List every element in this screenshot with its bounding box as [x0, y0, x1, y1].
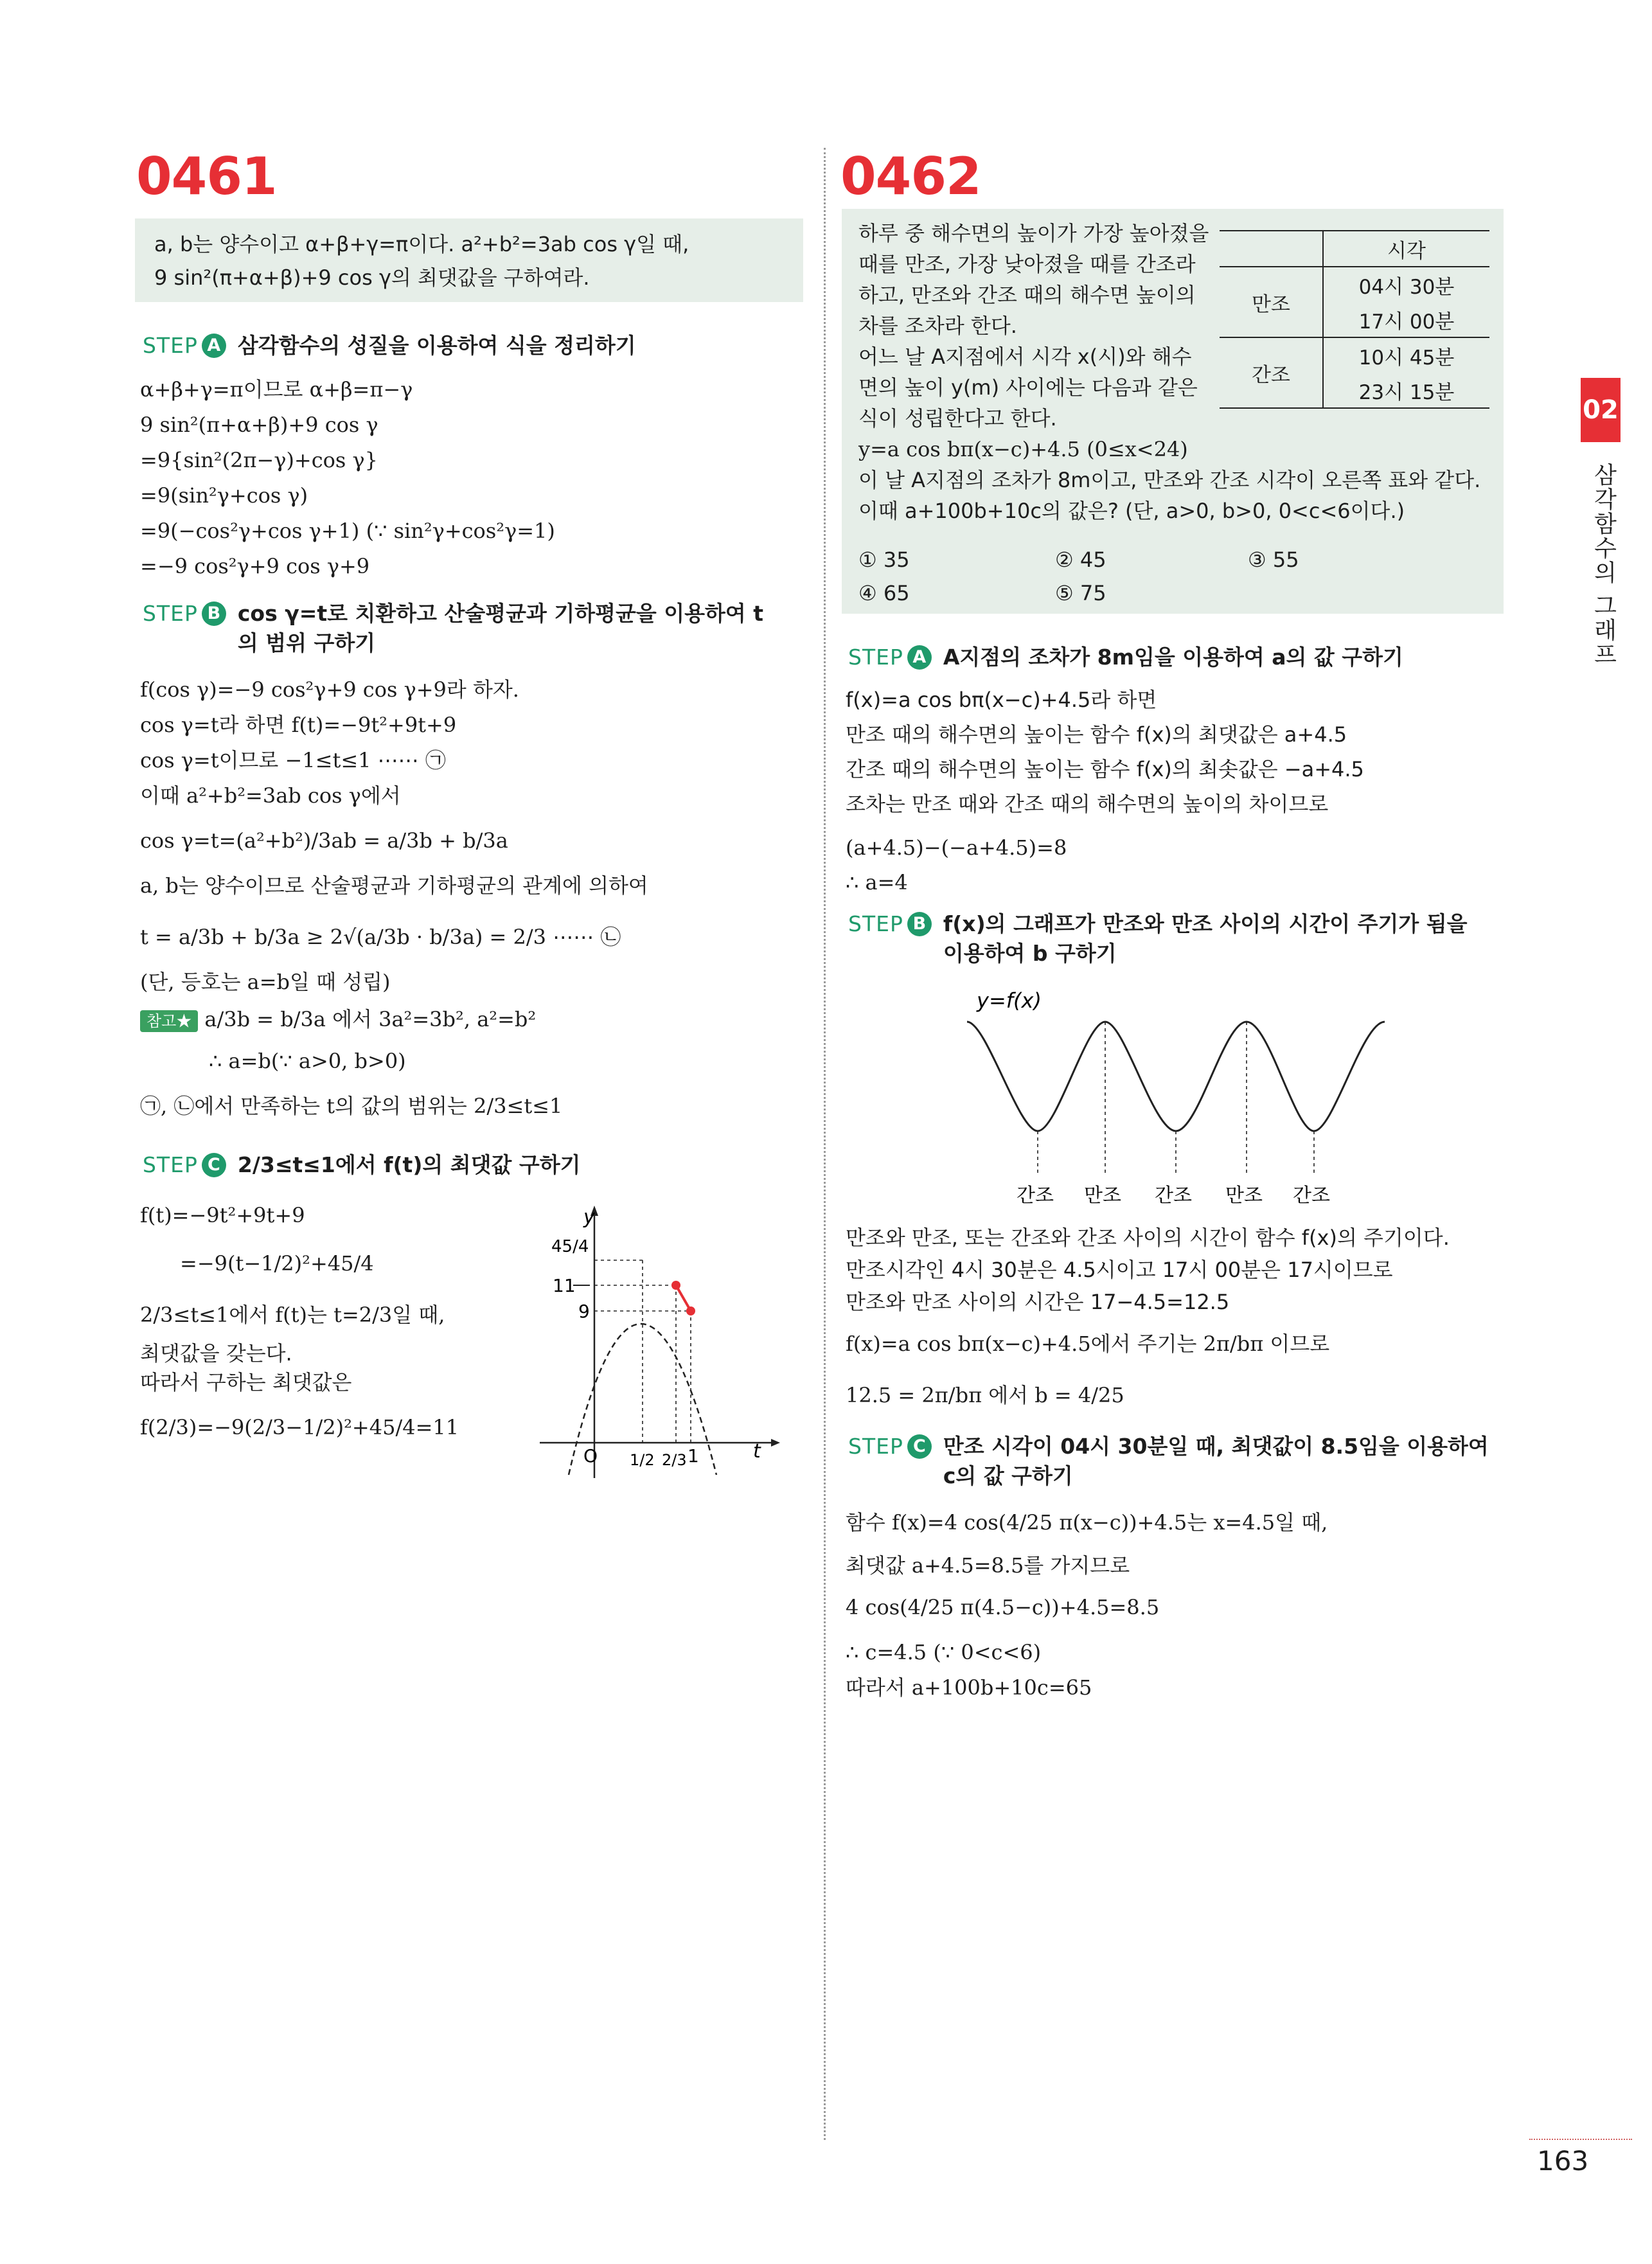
problem-number-0461: 0461: [136, 147, 277, 206]
problem-text-line: 면의 높이 y(m) 사이에는 다음과 같은: [858, 375, 1198, 400]
end-point: [686, 1306, 695, 1315]
solution-line: =9(−cos²γ+cos γ+1) (∵ sin²γ+cos²γ=1): [140, 519, 555, 543]
solution-line: 최댓값을 갖는다.: [140, 1341, 292, 1366]
step-letter-badge: C: [202, 1153, 226, 1177]
solution-line: f(2/3)=−9(2/3−1/2)²+45/4=11: [140, 1415, 459, 1440]
step-title: 만조 시각이 04시 30분일 때, 최댓값이 8.5임을 이용하여 c의 값 구하기: [943, 1434, 1489, 1488]
x-tick-one: 1: [688, 1445, 699, 1466]
step-b-heading: [143, 599, 785, 658]
step-label: STEP: [143, 1152, 198, 1177]
problem-text-line: 차를 조차라 한다.: [858, 314, 1017, 338]
problem-text-line: 9 sin²(π+α+β)+9 cos γ의 최댓값을 구하여라.: [154, 265, 590, 290]
solution-line: 조차는 만조 때와 간조 때의 해수면의 높이의 차이므로: [846, 792, 1329, 816]
choice-1[interactable]: ① 35: [858, 548, 910, 572]
solution-line: t = a/3b + b/3a ≥ 2√(a/3b · b/3a) = 2/3 ⋯⋯ ㉡: [140, 925, 621, 949]
solution-line: 최댓값 a+4.5=8.5를 가지므로: [846, 1553, 1130, 1578]
solution-line: ∴ c=4.5 (∵ 0<c<6): [846, 1640, 1042, 1664]
step-title: 삼각함수의 성질을 이용하여 식을 정리하기: [237, 333, 636, 358]
wave-function-label: y=f(x): [977, 988, 1042, 1013]
chapter-label: 삼각함수의 그래프: [1590, 463, 1617, 667]
tide-wave-graph: [957, 983, 1407, 1215]
choice-4[interactable]: ④ 65: [858, 581, 910, 605]
y-tick-45-4: 45/4: [551, 1237, 589, 1256]
solution-line: 따라서 구하는 최댓값은: [140, 1370, 352, 1395]
step-letter-badge: A: [202, 334, 226, 358]
problem-text-line: 때를 만조, 가장 낮아졌을 때를 간조라: [858, 252, 1196, 276]
step-label: STEP: [848, 911, 903, 936]
step-c-heading: [848, 1432, 1497, 1491]
step-label: STEP: [143, 333, 198, 358]
step-title: 2/3≤t≤1에서 f(t)의 최댓값 구하기: [237, 1152, 581, 1177]
solution-line: 간조 때의 해수면의 높이는 함수 f(x)의 최솟값은 −a+4.5: [846, 757, 1364, 781]
wave-mark: 만조: [1084, 1184, 1121, 1207]
tide-time-table: [1220, 230, 1489, 409]
solution-line: 함수 f(x)=4 cos(4/25 π(x−c))+4.5는 x=4.5일 때,: [846, 1510, 1328, 1535]
note-line: ∴ a=b(∵ a>0, b>0): [209, 1049, 406, 1073]
problem-statement-0461: [135, 218, 803, 302]
problem-text-line: 이때 a+100b+10c의 값은? (단, a>0, b>0, 0<c<6이다.): [858, 499, 1405, 523]
solution-line: 따라서 a+100b+10c=65: [846, 1675, 1092, 1700]
step-title: f(x)의 그래프가 만조와 만조 사이의 시간이 주기가 됨을 이용하여 b 구하기: [943, 911, 1468, 966]
problem-text-line: 하루 중 해수면의 높이가 가장 높아졌을: [858, 221, 1209, 245]
solution-line: =−9 cos²γ+9 cos γ+9: [140, 554, 370, 578]
page-number: 163: [1537, 2145, 1589, 2177]
solution-line: cos γ=t라 하면 f(t)=−9t²+9t+9: [140, 713, 457, 737]
table-row-label-low: 간조: [1220, 337, 1323, 408]
step-a-heading: [143, 331, 785, 361]
wave-mark: 간조: [1293, 1184, 1330, 1207]
solution-line: cos γ=t이므로 −1≤t≤1 ⋯⋯ ㉠: [140, 748, 446, 772]
solution-line: (a+4.5)−(−a+4.5)=8: [846, 835, 1067, 860]
solution-line: f(x)=a cos bπ(x−c)+4.5라 하면: [846, 688, 1157, 712]
problem-number-0462: 0462: [840, 147, 981, 206]
solution-line: α+β+γ=π이므로 α+β=π−γ: [140, 377, 413, 402]
table-row-label-high: 만조: [1220, 267, 1323, 337]
y-axis-label: y: [583, 1206, 595, 1229]
step-label: STEP: [848, 645, 903, 670]
parabola-graph: [533, 1202, 790, 1484]
solution-line: 만조시각인 4시 30분은 4.5시이고 17시 00분은 17시이므로: [846, 1258, 1393, 1282]
problem-text-line: 식이 성립한다고 한다.: [858, 406, 1057, 431]
table-header: 시각: [1323, 231, 1489, 267]
solution-line: a, b는 양수이므로 산술평균과 기하평균의 관계에 의하여: [140, 873, 648, 898]
table-cell: 23시 15분: [1323, 373, 1489, 408]
solution-line: f(x)=a cos bπ(x−c)+4.5에서 주기는 2π/bπ 이므로: [846, 1332, 1330, 1356]
solution-line: (단, 등호는 a=b일 때 성립): [140, 970, 391, 994]
note-badge: 참고★: [140, 1010, 198, 1032]
table-corner: [1220, 231, 1323, 267]
solution-line: 4 cos(4/25 π(4.5−c))+4.5=8.5: [846, 1595, 1160, 1619]
solution-line: 12.5 = 2π/bπ 에서 b = 4/25: [846, 1383, 1124, 1407]
step-c-heading: [143, 1150, 785, 1180]
problem-text-line: a, b는 양수이고 α+β+γ=π이다. a²+b²=3ab cos γ일 때,: [154, 232, 689, 256]
solution-line: f(cos γ)=−9 cos²γ+9 cos γ+9라 하자.: [140, 677, 519, 702]
step-letter-badge: B: [907, 912, 932, 936]
table-cell: 04시 30분: [1323, 267, 1489, 302]
wave-mark: 간조: [1017, 1184, 1054, 1207]
solution-line: f(t)=−9t²+9t+9: [140, 1203, 305, 1227]
table-cell: 17시 00분: [1323, 302, 1489, 337]
problem-text-line: 하고, 만조와 간조 때의 해수면 높이의: [858, 283, 1196, 307]
step-letter-badge: C: [907, 1434, 932, 1459]
y-tick-11: 11: [553, 1275, 576, 1296]
step-letter-badge: B: [202, 602, 226, 626]
wave-mark: 만조: [1225, 1184, 1263, 1207]
solution-line: ∴ a=4: [846, 870, 908, 895]
y-tick-9: 9: [578, 1301, 590, 1322]
solution-line: 2/3≤t≤1에서 f(t)는 t=2/3일 때,: [140, 1303, 445, 1327]
step-letter-badge: A: [907, 645, 932, 670]
solution-line: =−9(t−1/2)²+45/4: [180, 1251, 374, 1276]
problem-text-line: 어느 날 A지점에서 시각 x(시)와 해수: [858, 344, 1192, 369]
origin-label: O: [583, 1445, 598, 1466]
step-title: A지점의 조차가 8m임을 이용하여 a의 값 구하기: [943, 645, 1403, 670]
x-tick-two-thirds: 2/3: [662, 1451, 687, 1469]
x-tick-half: 1/2: [630, 1451, 655, 1469]
solution-line: 만조와 만조, 또는 간조와 간조 사이의 시간이 함수 f(x)의 주기이다.: [846, 1226, 1450, 1250]
solution-line: =9{sin²(2π−γ)+cos γ}: [140, 448, 378, 472]
table-cell: 10시 45분: [1323, 337, 1489, 373]
step-label: STEP: [848, 1434, 903, 1459]
x-axis-arrow: [771, 1439, 780, 1447]
choice-5[interactable]: ⑤ 75: [1055, 581, 1106, 605]
wave-curve: [967, 1022, 1385, 1131]
solution-line: cos γ=t=(a²+b²)/3ab = a/3b + b/3a: [140, 828, 508, 853]
choice-2[interactable]: ② 45: [1055, 548, 1106, 572]
solution-line: 만조와 만조 사이의 시간은 17−4.5=12.5: [846, 1290, 1230, 1314]
solution-line: =9(sin²γ+cos γ): [140, 483, 308, 508]
note-line: [140, 1006, 536, 1033]
x-axis-label: t: [753, 1440, 761, 1463]
step-title: cos γ=t로 치환하고 산술평균과 기하평균을 이용하여 t의 범위 구하기: [237, 601, 764, 655]
wave-mark: 간조: [1155, 1184, 1192, 1207]
max-point: [671, 1281, 680, 1290]
step-b-heading: [848, 909, 1497, 968]
chapter-tab[interactable]: 02: [1581, 378, 1621, 442]
page-number-rule: [1529, 2139, 1632, 2140]
solution-line: 만조 때의 해수면의 높이는 함수 f(x)의 최댓값은 a+4.5: [846, 722, 1347, 747]
note-text: a/3b = b/3a 에서 3a²=3b², a²=b²: [204, 1007, 537, 1031]
problem-text-line: 이 날 A지점의 조차가 8m이고, 만조와 간조 시각이 오른쪽 표와 같다.: [858, 468, 1481, 492]
problem-text-line: y=a cos bπ(x−c)+4.5 (0≤x<24): [858, 437, 1188, 461]
step-label: STEP: [143, 601, 198, 626]
solution-line: ㉠, ㉡에서 만족하는 t의 값의 범위는 2/3≤t≤1: [140, 1094, 563, 1118]
solution-line: 이때 a²+b²=3ab cos γ에서: [140, 783, 401, 808]
choice-3[interactable]: ③ 55: [1248, 548, 1299, 572]
column-divider: [824, 148, 826, 2140]
step-a-heading: [848, 643, 1491, 672]
solution-line: 9 sin²(π+α+β)+9 cos γ: [140, 413, 378, 437]
